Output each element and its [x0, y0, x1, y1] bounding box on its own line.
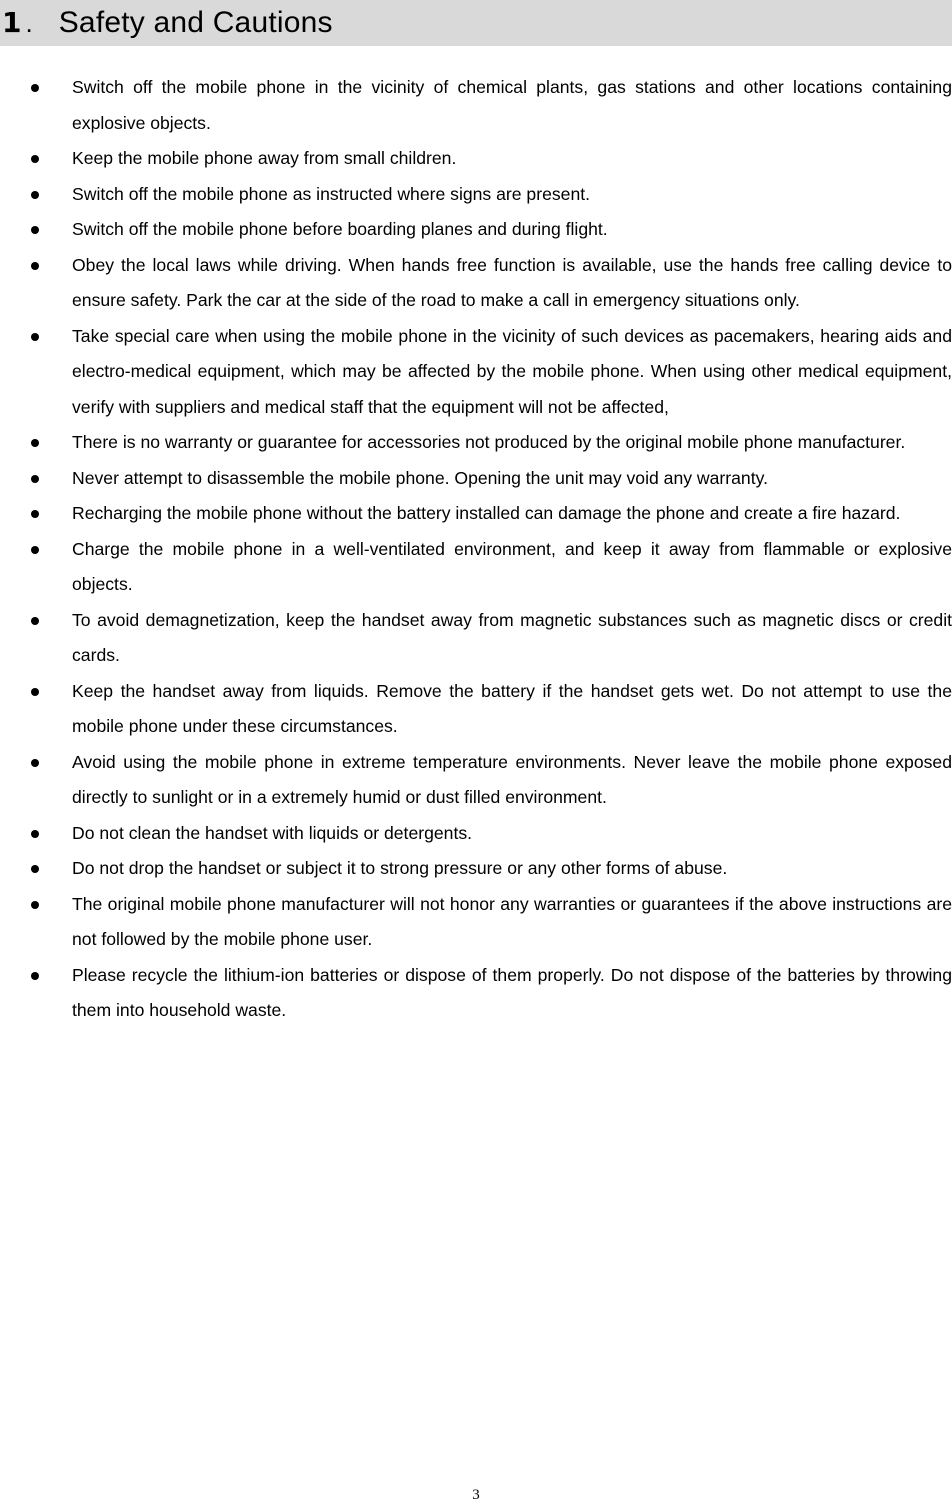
bullet-icon	[31, 759, 39, 767]
list-item-text: Switch off the mobile phone in the vicinity of chemical plants, gas stations and other locations containing explosive objects.	[72, 77, 952, 133]
list-item	[0, 70, 952, 141]
bullet-icon	[31, 865, 39, 873]
list-item	[0, 425, 952, 461]
list-item-text: Do not drop the handset or subject it to strong pressure or any other forms of abuse.	[72, 858, 728, 878]
list-item-text: The original mobile phone manufacturer will not honor any warranties or guarantees if the above instructions are not followed by the mobile phone user.	[72, 893, 952, 949]
list-item	[0, 461, 952, 497]
list-item-text: There is no warranty or guarantee for accessories not produced by the original mobile phone manufacturer.	[72, 432, 906, 452]
list-item-text: Please recycle the lithium-ion batteries or dispose of them properly. Do not dispose of the batteries by throwing them into household waste.	[72, 964, 952, 1020]
list-item-text: Obey the local laws while driving. When hands free function is available, use the hands free calling device to ensure safety. Park the car at the side of the road to make a call in emergency situations only.	[72, 254, 952, 310]
section-heading	[0, 0, 952, 46]
list-item	[0, 603, 952, 674]
bullet-icon	[31, 226, 39, 234]
list-item	[0, 745, 952, 816]
list-item-text: Switch off the mobile phone before boarding planes and during flight.	[72, 219, 608, 239]
list-item-text: Switch off the mobile phone as instructed where signs are present.	[72, 183, 591, 204]
list-item	[0, 212, 952, 248]
bullet-icon	[31, 546, 39, 554]
list-item-text: Avoid using the mobile phone in extreme temperature environments. Never leave the mobile phone exposed directly to sunlight or in a extremely humid or dust filled environment.	[72, 751, 952, 807]
list-item-text: To avoid demagnetization, keep the handset away from magnetic substances such as magnetic discs or credit cards.	[72, 609, 952, 665]
list-item-text: Keep the handset away from liquids. Remove the battery if the handset gets wet. Do not attempt to use the mobile phone under these circumstances.	[72, 680, 952, 736]
list-item	[0, 248, 952, 319]
list-item	[0, 141, 952, 177]
list-item	[0, 177, 952, 213]
bullet-icon	[31, 688, 39, 696]
list-item-text: Recharging the mobile phone without the battery installed can damage the phone and create a fire hazard.	[72, 503, 901, 523]
list-item-text: Never attempt to disassemble the mobile phone. Opening the unit may void any warranty.	[72, 467, 768, 488]
bullet-icon	[31, 901, 39, 909]
list-item-text: Take special care when using the mobile phone in the vicinity of such devices as pacemakers, hearing aids and electro-medical equipment, which may be affected by the mobile phone. When using other medical equipment, verify with suppliers and medical staff that the equipment will not be affected,	[72, 325, 952, 417]
page-number: 3	[472, 1487, 480, 1503]
bullet-icon	[31, 84, 39, 92]
bullet-icon	[31, 510, 39, 518]
list-item	[0, 319, 952, 426]
section-number: 1	[2, 6, 22, 39]
bullet-icon	[31, 155, 39, 163]
bullet-icon	[31, 439, 39, 447]
list-item-text: Keep the mobile phone away from small children.	[72, 148, 457, 168]
list-item-text: Do not clean the handset with liquids or detergents.	[72, 822, 473, 843]
list-item-text: Charge the mobile phone in a well-ventilated environment, and keep it away from flammable or explosive objects.	[72, 538, 952, 594]
list-item	[0, 496, 952, 532]
bullet-icon	[31, 617, 39, 625]
bullet-icon	[31, 333, 39, 341]
bullet-icon	[31, 262, 39, 270]
bullet-icon	[31, 972, 39, 980]
bullet-icon	[31, 830, 39, 838]
section-number-separator: .	[25, 8, 33, 38]
list-item	[0, 887, 952, 958]
bullet-icon	[31, 191, 39, 199]
list-item	[0, 958, 952, 1029]
list-item	[0, 532, 952, 603]
list-item	[0, 816, 952, 852]
bullet-icon	[31, 475, 39, 483]
list-item	[0, 674, 952, 745]
list-item	[0, 851, 952, 887]
section-title: Safety and Cautions	[58, 6, 333, 39]
safety-bullet-list	[0, 70, 952, 1029]
